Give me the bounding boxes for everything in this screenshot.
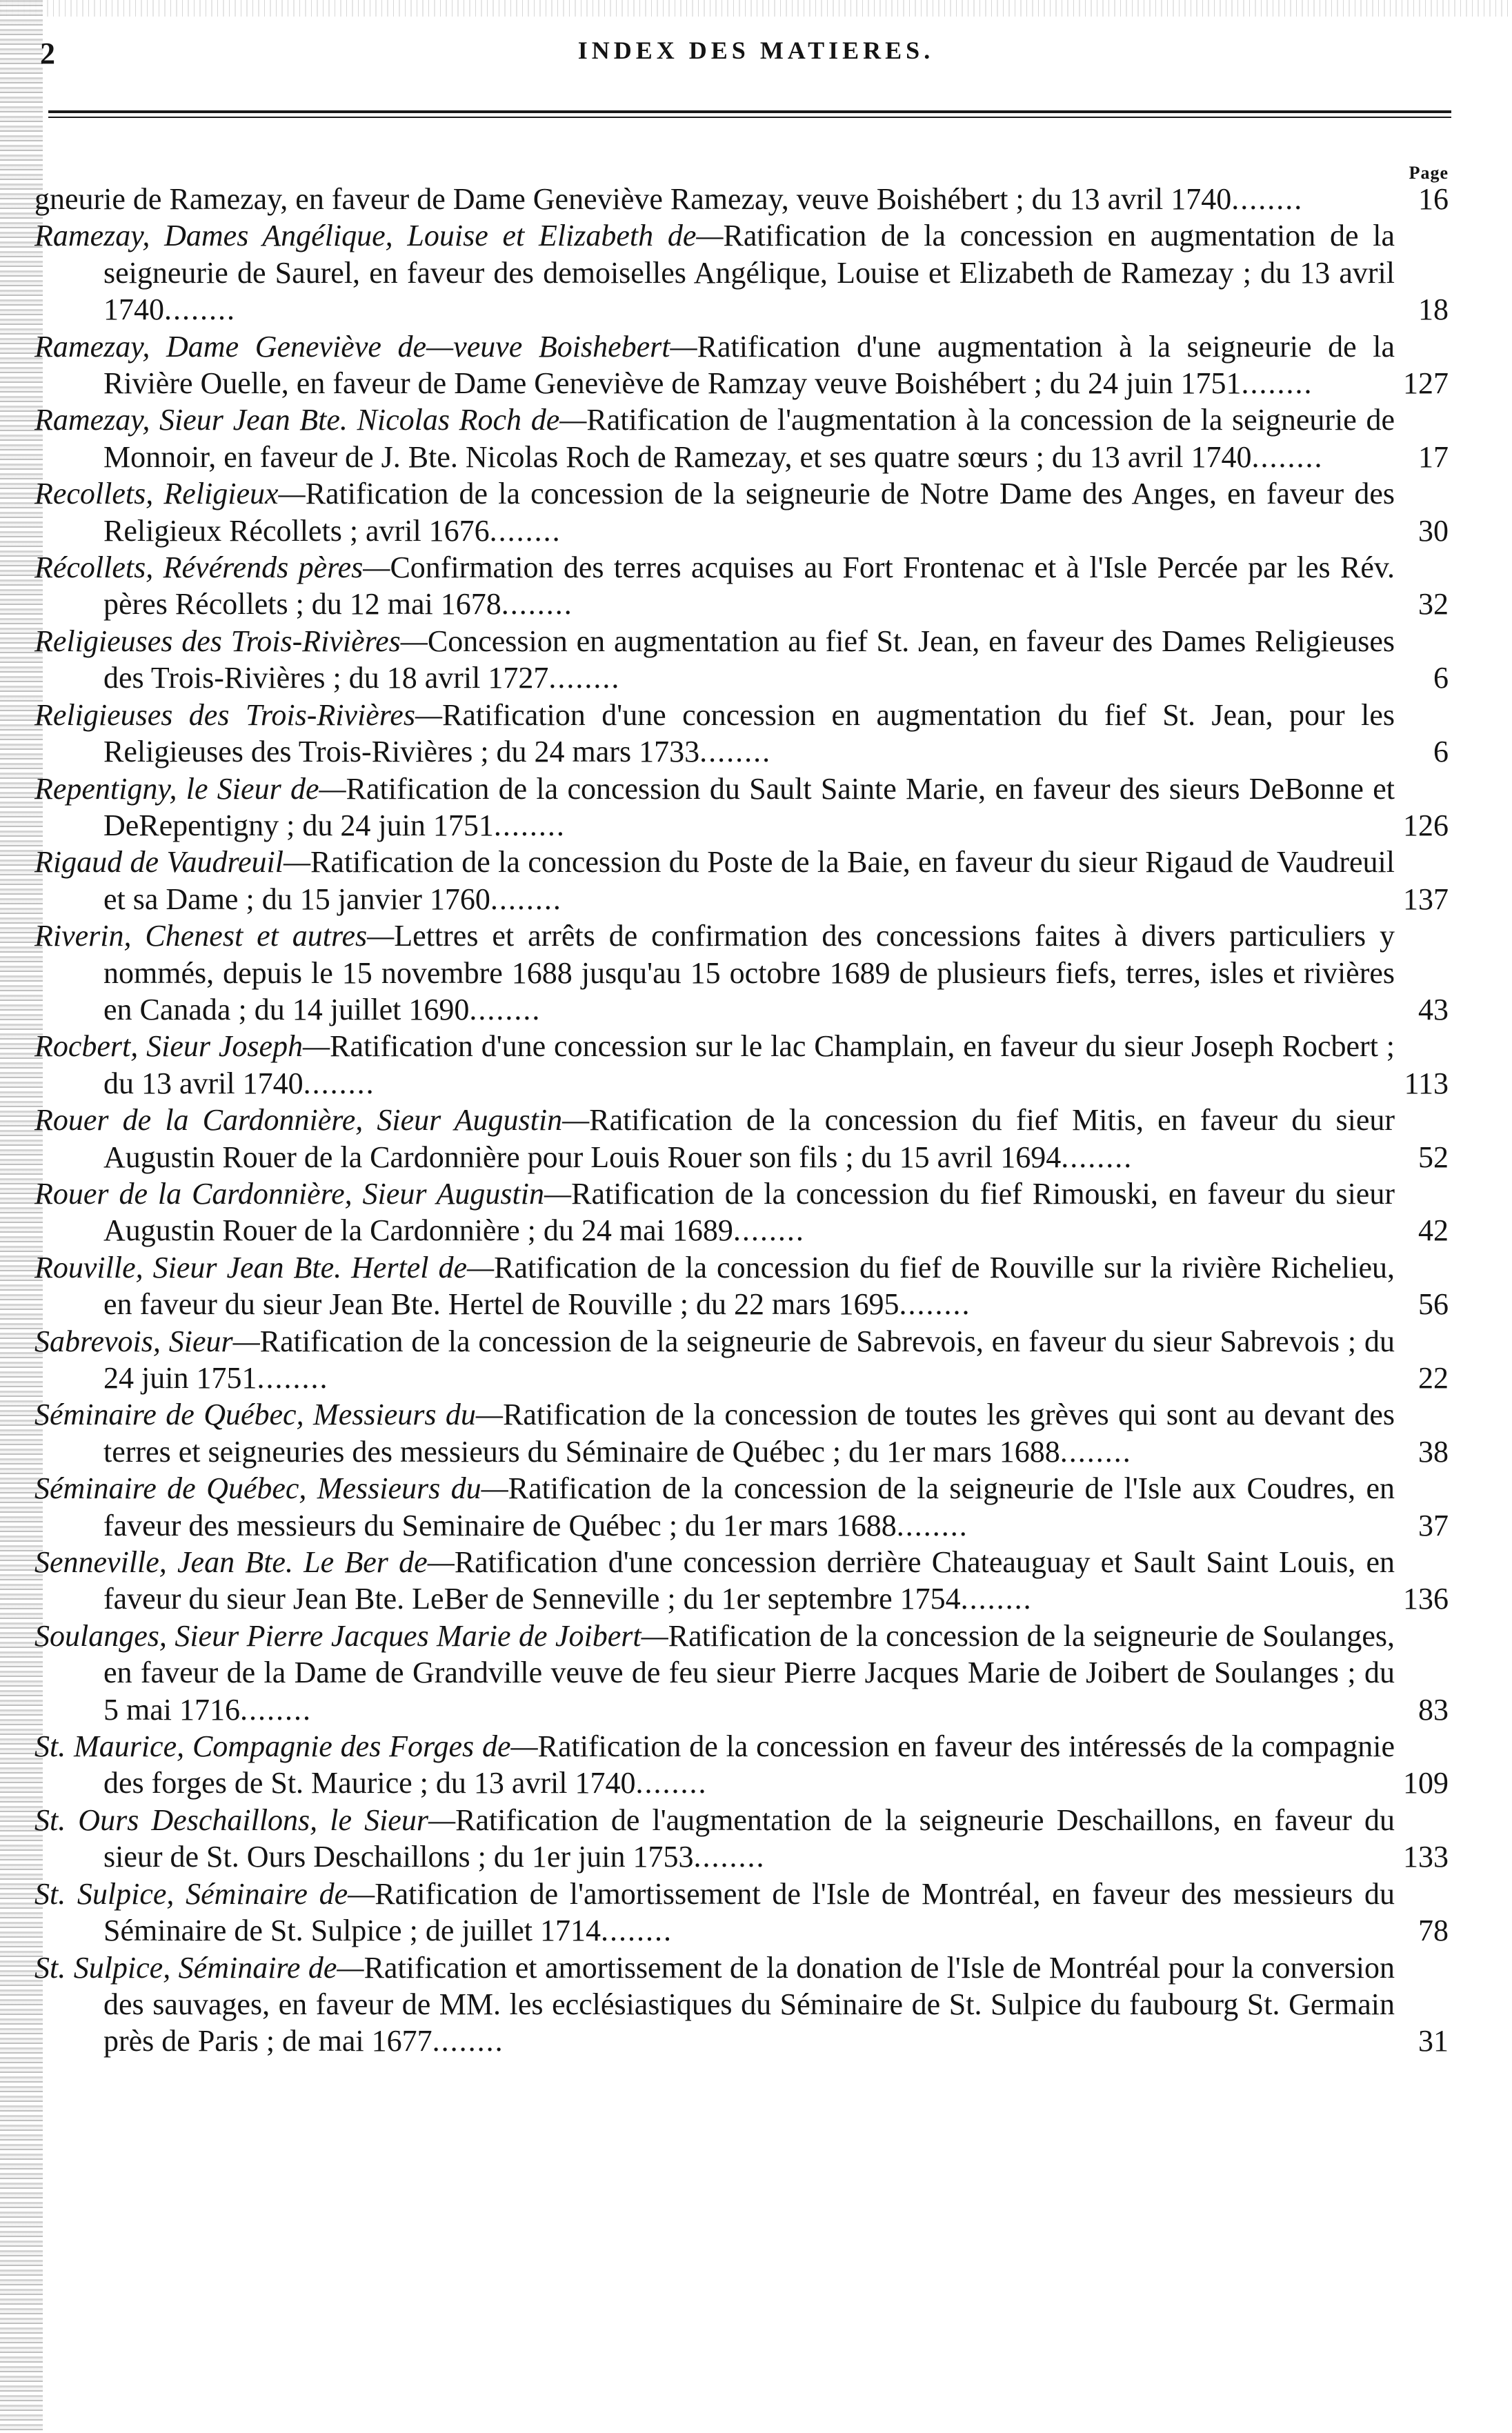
index-entry [0,1028,1512,1102]
entry-heading: Religieuses des Trois-Rivières— [34,624,428,658]
leader-dots: ........ [239,1692,312,1727]
entry-text: Ratification de la concession de la seigneurie de l'Isle aux Coudres, en faveur des messieurs du Seminaire de Québec ; du 1er mars 1688 [103,1471,1395,1542]
entry-text: Ratification d'une concession sur le lac Champlain, en faveur du sieur Joseph Rocbert ; du 13 avril 1740 [103,1029,1395,1100]
entry-text: Ratification de la concession du fief Rimouski, en faveur du sieur Augustin Rouer de la Cardonnière ; du 24 mai 1689 [103,1176,1395,1248]
leader-dots: ........ [896,1508,968,1542]
header-rule-thick [48,110,1451,113]
index-entry [0,623,1512,697]
entry-heading: St. Sulpice, Séminaire de— [34,1876,375,1911]
leader-dots: ........ [257,1361,329,1395]
entry-page-number: 42 [1418,1213,1449,1248]
index-entry [0,1396,1512,1470]
index-entry [0,1728,1512,1802]
leader-dots: ........ [1060,1434,1132,1469]
entry-heading: Sabrevois, Sieur— [34,1324,260,1358]
entry-page-number: 43 [1418,992,1449,1026]
entry-heading: Rouer de la Cardonnière, Sieur Augustin— [34,1103,590,1138]
index-entry [0,549,1512,623]
index-entry [0,1618,1512,1728]
entry-page-number: 6 [1433,735,1449,769]
entry-heading: Religieuses des Trois-Rivières— [34,697,443,732]
entry-heading: Rigaud de Vaudreuil— [34,845,311,880]
entry-page-number: 38 [1418,1434,1449,1469]
leader-dots: ........ [693,1840,766,1874]
entry-heading: Rocbert, Sieur Joseph— [34,1029,330,1064]
running-head: INDEX DES MATIERES. [577,37,935,64]
entry-heading: Recollets, Religieux— [34,477,306,511]
entry-heading: Rouer de la Cardonnière, Sieur Augustin— [34,1176,572,1211]
leader-dots: ........ [1241,366,1313,401]
leader-dots: ........ [493,808,566,842]
leader-dots: ........ [164,292,236,327]
page-number: 2 [40,37,56,70]
index-entry [0,771,1512,844]
leader-dots: ........ [432,2024,504,2058]
entry-heading: Séminaire de Québec, Messieurs du— [34,1398,504,1432]
index-entry [0,217,1512,328]
leader-dots: ........ [548,661,621,695]
leader-dots: ........ [489,513,561,548]
entry-page-number: 136 [1403,1582,1449,1616]
index-entry [0,1876,1512,1949]
entry-page-number: 137 [1403,882,1449,916]
entry-page-number: 83 [1418,1692,1449,1727]
entry-page-number: 17 [1418,439,1449,474]
leader-dots: ........ [1231,182,1304,216]
entry-text: Ratification de la concession de la seigneurie de Soulanges, en faveur de la Dame de Grandville veuve de feu sieur Pierre Jacques Marie de Joibert de Soulanges ; du 5 mai 1716 [103,1618,1395,1727]
entry-page-number: 52 [1418,1140,1449,1174]
entry-page-number: 78 [1418,1914,1449,1948]
index-entry [0,1323,1512,1397]
entry-heading: Ramezay, Sieur Jean Bte. Nicolas Roch de— [34,403,587,437]
entry-page-number: 37 [1418,1508,1449,1542]
entry-page-number: 6 [1433,661,1449,695]
entry-heading: Récollets, Révérends pères— [34,550,390,585]
entry-text: Ratification de la concession du fief Mitis, en faveur du sieur Augustin Rouer de la Cardonnière pour Louis Rouer son fils ; du 15 avril 1694 [103,1103,1395,1174]
entry-heading: Repentigny, le Sieur de— [34,771,346,806]
entry-page-number: 31 [1418,2024,1449,2058]
entry-page-number: 16 [1418,182,1449,216]
entry-text: Ratification d'une augmentation à la seigneurie de la Rivière Ouelle, en faveur de Dame Geneviève de Ramzay veuve Boishébert ; du 24 juin 1751 [103,329,1395,401]
index-entry [0,475,1512,549]
entry-text: Ratification de la concession en faveur des intéressés de la compagnie des forges de St. Maurice ; du 13 avril 1740 [103,1729,1395,1800]
index-entry [0,328,1512,402]
index-entry [0,1544,1512,1618]
index-entry [0,1470,1512,1544]
index-entry [0,697,1512,771]
leader-dots: ........ [469,992,541,1026]
entry-page-number: 56 [1418,1287,1449,1322]
entry-text: Ratification de la concession de la seigneurie de Notre Dame des Anges, en faveur des Religieux Récollets ; avril 1676 [103,477,1395,548]
leader-dots: ........ [733,1213,805,1248]
index-entry [0,1175,1512,1249]
entry-text: Ratification de la concession de toutes les grèves qui sont au devant des terres et seigneuries des messieurs du Séminaire de Québec ; du 1er mars 1688 [103,1398,1395,1469]
scan-noise-top [0,0,1512,17]
index-entry [0,401,1512,475]
entry-heading: Senneville, Jean Bte. Le Ber de— [34,1545,455,1580]
entry-heading: Riverin, Chenest et autres— [34,919,395,953]
index-entry [0,1249,1512,1323]
entry-text: Confirmation des terres acquises au Fort Frontenac et à l'Isle Percée par les Rév. pères Récollets ; du 12 mai 1678 [103,550,1395,622]
entry-heading: Ramezay, Dames Angélique, Louise et Elizabeth de— [34,219,724,253]
index-entry [0,1102,1512,1175]
entry-text: Ratification de la concession du Poste de la Baie, en faveur du sieur Rigaud de Vaudreuil et sa Dame ; du 15 janvier 1760 [103,845,1395,916]
entry-text: Ratification de l'augmentation de la seigneurie Deschaillons, en faveur du sieur de St. Ours Deschaillons ; du 1er juin 1753 [103,1803,1395,1874]
page-column-label: Page [1409,163,1449,183]
entry-text: gneurie de Ramezay, en faveur de Dame Geneviève Ramezay, veuve Boishébert ; du 13 avril 1740 [34,182,1232,216]
entry-page-number: 32 [1418,587,1449,622]
entry-text: Ratification de l'augmentation à la concession de la seigneurie de Monnoir, en faveur de J. Bte. Nicolas Roch de Ramezay, et ses quatre sœurs ; du 13 avril 1740 [103,403,1395,474]
index-entries [0,181,1512,2060]
index-entry [0,1802,1512,1876]
entry-heading: St. Ours Deschaillons, le Sieur— [34,1803,456,1837]
leader-dots: ........ [899,1287,971,1322]
leader-dots: ........ [635,1766,708,1800]
entry-text: Ratification de la concession en augmentation de la seigneurie de Saurel, en faveur des demoiselles Angélique, Louise et Elizabeth de Ramezay ; du 13 avril 1740 [103,219,1395,327]
leader-dots: ........ [1251,439,1324,474]
entry-text: Ratification de la concession de la seigneurie de Sabrevois, en faveur du sieur Sabrevois ; du 24 juin 1751 [103,1324,1395,1395]
entry-heading: Séminaire de Québec, Messieurs du— [34,1471,508,1506]
leader-dots: ........ [490,882,562,916]
index-entry [0,1949,1512,2060]
entry-page-number: 133 [1403,1840,1449,1874]
entry-text: Ratification de la concession du Sault Sainte Marie, en faveur des sieurs DeBonne et DeRepentigny ; du 24 juin 1751 [103,771,1395,842]
entry-page-number: 127 [1403,366,1449,401]
leader-dots: ........ [303,1066,375,1100]
entry-heading: Soulanges, Sieur Pierre Jacques Marie de Joibert— [34,1618,668,1653]
entry-text: Concession en augmentation au fief St. Jean, en faveur des Dames Religieuses des Trois-Rivières ; du 18 avril 1727 [103,624,1395,695]
entry-text: Ratification de la concession du fief de Rouville sur la rivière Richelieu, en faveur du sieur Jean Bte. Hertel de Rouville ; du 22 mars 1695 [103,1250,1395,1322]
entry-page-number: 22 [1418,1361,1449,1395]
entry-text: Lettres et arrêts de confirmation des concessions faites à divers particuliers y nommés, depuis le 15 novembre 1688 jusqu'au 15 octobre 1689 de plusieurs fiefs, terres, isles et rivières en Canada ; du 14 juillet 1690 [103,919,1395,1026]
entry-page-number: 126 [1403,808,1449,842]
entry-text: Ratification d'une concession en augmentation du fief St. Jean, pour les Religieuses des Trois-Rivières ; du 24 mars 1733 [103,697,1395,769]
entry-heading: Rouville, Sieur Jean Bte. Hertel de— [34,1250,495,1284]
leader-dots: ........ [1061,1140,1133,1174]
leader-dots: ........ [501,587,573,622]
entry-text: Ratification de l'amortissement de l'Isle de Montréal, en faveur des messieurs du Séminaire de St. Sulpice ; de juillet 1714 [103,1876,1395,1948]
entry-text: Ratification d'une concession derrière Chateauguay et Sault Saint Louis, en faveur du sieur Jean Bte. LeBer de Senneville ; du 1er septembre 1754 [103,1545,1395,1616]
leader-dots: ........ [601,1914,673,1948]
leader-dots: ........ [699,735,772,769]
entry-page-number: 30 [1418,513,1449,548]
leader-dots: ........ [960,1582,1033,1616]
entry-heading: St. Sulpice, Séminaire de— [34,1950,364,1985]
header-rule-thin [48,117,1451,118]
entry-page-number: 18 [1418,292,1449,327]
entry-page-number: 109 [1403,1766,1449,1800]
entry-heading: St. Maurice, Compagnie des Forges de— [34,1729,538,1764]
index-entry [0,181,1512,217]
entry-page-number: 113 [1404,1066,1449,1100]
entry-text: Ratification et amortissement de la donation de l'Isle de Montréal pour la conversion des sauvages, en faveur de MM. les ecclésiastiques du Séminaire de St. Sulpice du faubourg St. Germain près de Paris ; de mai 1677 [103,1950,1395,2058]
index-entry [0,844,1512,917]
index-entry [0,917,1512,1028]
entry-heading: Ramezay, Dame Geneviève de—veuve Boishebert— [34,329,697,364]
